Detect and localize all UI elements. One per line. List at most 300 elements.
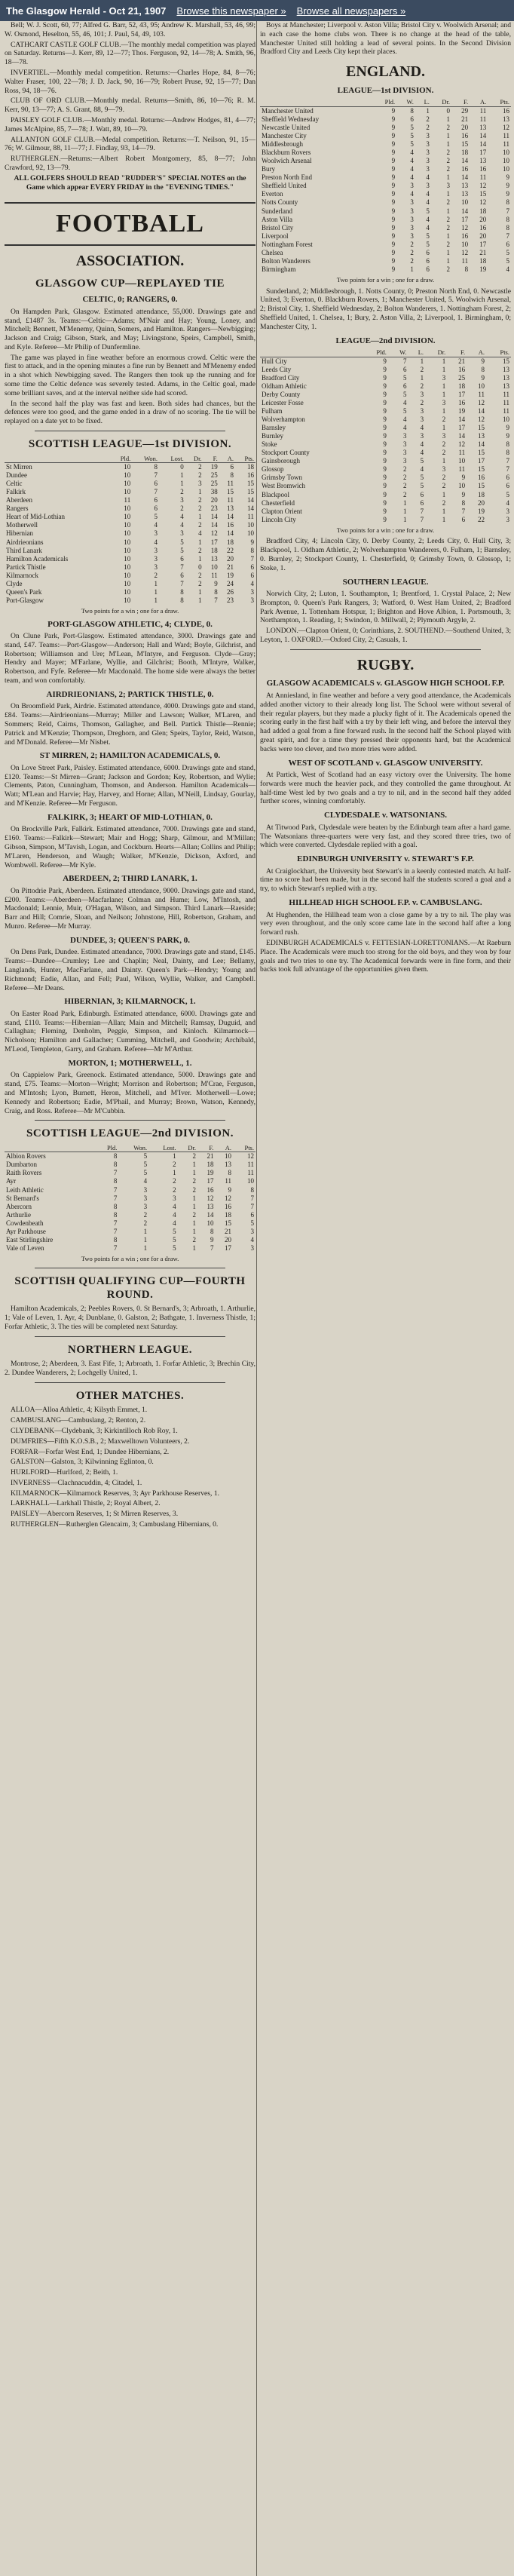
english-league-2-cell: 6 (506, 482, 509, 490)
scottish-league-1-cell: 10 (124, 571, 131, 579)
english-league-1-cell: 1 (446, 232, 451, 240)
golf-result-paragraph: RUTHERGLEN.—Returns:—Albert Robert Montgomery, 85, 8—77; John Crawford, 92, 13—79. (5, 155, 255, 172)
english-league-2-cell: Gainsborough (262, 457, 300, 465)
english-league-1-cell: 5 (426, 240, 430, 248)
scottish-league-1-row (5, 462, 255, 471)
english-league-1-row (260, 265, 511, 274)
match-report-body: On Brockville Park, Falkirk. Estimated attendance, 7000. Drawings gate and stand, £160. Teams:—Falkirk—Stewart; Mair and Hogg; Sharp, Gilmour, and M'Millan; Gibson, Simpson, M'Tavish, Logan, and Cockburn. Hearts—Allan; Collins and Philip; M'Laren, Henderson, and Waugh; Walker, M'Kenzie, Dickson, Axford, and Wombwell. Referee—Mr Kyle. (5, 825, 255, 869)
scottish-league-2-cell: 9 (228, 1185, 232, 1194)
english-league-1-cell: Liverpool (262, 232, 289, 240)
english-league-2-cell: 18 (458, 382, 466, 390)
scottish-league-1-cell: 3 (198, 480, 202, 488)
english-league-2-cell: 3 (442, 432, 446, 440)
english-league-2-cell: 1 (442, 457, 446, 465)
scottish-league-2-row (5, 1228, 255, 1236)
scottish-league-1-header-cell: Pts. (235, 455, 255, 463)
english-league-2-row (260, 424, 511, 432)
scottish-league-1-cell: 6 (154, 480, 158, 488)
english-league-2-cell: 2 (442, 482, 446, 490)
scottish-league-1-cell: 7 (154, 488, 158, 496)
rugby-report-title: GLASGOW ACADEMICALS v. GLASGOW HIGH SCHOOL F.P. (266, 679, 505, 688)
english-league-1-row (260, 190, 511, 198)
scottish-league-2-cell: 21 (207, 1152, 214, 1161)
match-report-body: On Dens Park, Dundee. Estimated attendance, 7000. Drawings gate and stand, £145. Teams:—Dundee—Crumley; Lee and Chaplin; Neal, Dainty, and Lee; Bellamy, Langlands, Hunter, MacFarlane, and Dainty. Queen's Park—Hendry; Young and Richmond; Eadie, Allan, and Fell; Paul, Wilson, Wyllie, Walker, and Campbell. Referee—Mr Deans. (5, 948, 255, 992)
english-league-1-cell: 8 (506, 215, 509, 223)
english-league-2-cell: 2 (403, 482, 407, 490)
english-league-1-cell: 9 (506, 173, 509, 182)
english-league-2-header-cell: L. (408, 348, 426, 357)
scottish-league-1-cell: 8 (180, 587, 184, 596)
english-league-1-cell: 19 (479, 265, 487, 273)
english-league-1-cell: 17 (479, 149, 487, 157)
english-league-1-row (260, 216, 511, 224)
english-league-1-cell: 20 (461, 123, 469, 131)
cup-report-paragraph: The game was played in fine weather before an enormous crowd. Celtic were the first to attack, and in the opening minutes a fine run by Bennett and M'Menemy ended in a shot which Newbigging saved. The Rangers then took up the running and for some time the Celtic defence was severely tested. Adams, in the Celtic goal, made some brilliant saves, and at the interval neither side had scored. (5, 353, 255, 397)
english-league-1-cell: Sunderland (262, 207, 292, 215)
scottish-league-1-cell: 8 (230, 471, 234, 480)
scottish-league-2-cell: St Bernard's (6, 1194, 39, 1202)
english-league-1-cell: Notts County (262, 198, 298, 207)
scottish-league-1-heading: SCOTTISH LEAGUE—1st DIVISION. (28, 438, 232, 451)
scottish-league-2-cell: 5 (143, 1169, 148, 1177)
english-league-1-cell: 6 (426, 248, 430, 256)
english-league-1-cell: 2 (446, 157, 451, 165)
english-league-1-cell: 9 (391, 123, 396, 131)
english-league-2-cell: 2 (442, 415, 446, 423)
scottish-league-1-cell: St Mirren (6, 462, 32, 471)
english-league-2-cell: 10 (458, 482, 466, 490)
english-league-1-row (260, 198, 511, 207)
english-league-1-cell: 13 (461, 190, 469, 198)
scottish-league-1-cell: 10 (124, 529, 131, 538)
southern-league-heading: SOUTHERN LEAGUE. (342, 577, 429, 587)
scottish-league-2-cell: Leith Athletic (6, 1185, 44, 1194)
scottish-league-1-cell: 6 (230, 462, 234, 471)
scottish-league-1-cell: 18 (247, 462, 254, 471)
english-league-2-cell: 3 (403, 432, 407, 440)
english-league-2-cell: Barnsley (262, 424, 286, 432)
scottish-league-1-row (5, 563, 255, 572)
english-league-2-cell: 9 (383, 390, 387, 398)
scottish-league-1-row (5, 572, 255, 580)
scottish-league-1-cell: 10 (124, 579, 131, 587)
english-league-1-cell: 13 (479, 123, 487, 131)
scottish-league-1-cell: 10 (124, 521, 131, 529)
scottish-league-1-cell: 25 (210, 480, 218, 488)
english-league-1-cell: 12 (479, 182, 487, 190)
scottish-league-1-cell: 2 (198, 496, 202, 504)
english-league-1-cell: 11 (479, 173, 487, 182)
english-league-2-row (260, 374, 511, 382)
english-league-2-cell: 15 (503, 357, 509, 365)
other-match-line: KILMARNOCK—Kilmarnock Reserves, 3; Ayr Parkhouse Reserves, 1. (11, 1489, 220, 1498)
scottish-league-2-cell: 11 (247, 1169, 254, 1177)
english-league-1-cell: 9 (391, 215, 396, 223)
english-league-2-header-cell (260, 348, 362, 357)
scottish-league-1-cell: 10 (124, 462, 131, 471)
english-league-1-cell: Aston Villa (262, 215, 293, 223)
scottish-league-2-cell: Cowdenbeath (6, 1219, 44, 1227)
english-league-2-cell: 15 (478, 424, 485, 432)
english-league-1-heading: LEAGUE—1st DIVISION. (337, 85, 434, 95)
scottish-league-1-row (5, 480, 255, 488)
english-league-2-cell: 2 (420, 365, 424, 373)
english-league-2-row (260, 499, 511, 508)
english-league-1-cell: 3 (410, 198, 414, 207)
english-league-2-cell: 17 (458, 390, 466, 398)
scottish-league-2-row (5, 1152, 255, 1161)
scottish-league-1-row (5, 538, 255, 547)
scottish-league-2-cell: Ayr Parkhouse (6, 1227, 46, 1235)
english-league-2-row (260, 491, 511, 499)
english-league-2-cell: 9 (383, 449, 387, 457)
english-league-2-cell: 9 (506, 424, 509, 432)
scottish-league-1-cell: 10 (124, 554, 131, 563)
scottish-league-1-row (5, 529, 255, 538)
scottish-league-1-row (5, 496, 255, 504)
english-league-2-cell: 3 (442, 398, 446, 406)
scottish-league-2-header-cell: Pts. (233, 1144, 255, 1152)
scottish-league-1-cell: Hibernian (6, 529, 33, 538)
other-match-line: LARKHALL—Larkhall Thistle, 2; Royal Albert, 2. (11, 1499, 161, 1508)
english-league-2-cell: Wolverhampton (262, 415, 305, 423)
match-report-title: PORT-GLASGOW ATHLETIC, 4; CLYDE, 0. (47, 619, 213, 629)
scottish-league-1-cell: 10 (124, 480, 131, 488)
scottish-league-2-note: Two points for a win ; one for a draw. (81, 1255, 179, 1263)
scottish-league-2-cell: 2 (192, 1210, 197, 1219)
english-league-2-row (260, 399, 511, 407)
scottish-league-2-cell: 8 (113, 1152, 118, 1161)
english-league-2-cell: 6 (403, 382, 407, 390)
scottish-league-2-header-cell: Dr. (178, 1144, 197, 1152)
english-league-2-cell: 4 (403, 424, 407, 432)
english-league-2-row (260, 482, 511, 490)
english-league-2-row (260, 516, 511, 524)
english-league-2-row (260, 457, 511, 465)
scottish-league-1-cell: Port-Glasgow (6, 596, 44, 604)
scottish-league-2-row (5, 1186, 255, 1194)
english-league-2-cell: 4 (420, 449, 424, 457)
english-league-1-cell: 15 (479, 190, 487, 198)
english-league-2-cell: 9 (383, 382, 387, 390)
scottish-league-2-cell: 1 (192, 1169, 197, 1177)
section-rule (35, 1336, 225, 1337)
scottish-league-2-cell: 3 (143, 1194, 148, 1202)
browse-all-newspapers-link[interactable]: Browse all newspapers » (296, 5, 406, 17)
scottish-league-1-cell: 4 (198, 529, 202, 538)
english-league-1-cell: 14 (479, 131, 487, 140)
scottish-league-1-cell: 4 (154, 521, 158, 529)
scottish-league-1-cell: 23 (226, 596, 234, 604)
english-league-1-cell: 2 (446, 123, 451, 131)
english-league-1-cell: 1 (446, 190, 451, 198)
scottish-league-1-cell: 14 (247, 496, 254, 504)
scottish-league-2-table (5, 1144, 255, 1253)
scottish-league-2-cell: 3 (250, 1227, 254, 1235)
english-league-1-row (260, 182, 511, 190)
scottish-league-1-cell: 9 (214, 579, 218, 587)
english-league-1-cell: 16 (503, 106, 509, 115)
right-column (260, 21, 511, 2576)
scottish-league-1-cell: 11 (227, 496, 234, 504)
english-league-1-row (260, 165, 511, 173)
english-league-1-cell: 2 (446, 149, 451, 157)
english-league-2-cell: 1 (442, 515, 446, 523)
english-league-2-cell: 1 (403, 498, 407, 507)
english-league-2-cell: Leicester Fosse (262, 398, 304, 406)
english-league-1-cell: 4 (410, 173, 414, 182)
english-league-1-cell: 10 (461, 240, 469, 248)
english-league-2-cell: 17 (478, 457, 485, 465)
english-league-1-cell: 2 (446, 198, 451, 207)
golf-result-paragraph: CATHCART CASTLE GOLF CLUB.—The monthly medal competition was played on Saturday. Returns—J. Kerr, 89, 12—77; Thos. Ferguson, 92, 14—78; A. Smith, 96, 18—78. (5, 40, 255, 67)
english-league-1-cell: 11 (503, 140, 509, 148)
english-league-1-cell: 2 (446, 165, 451, 173)
scottish-league-1-cell: 10 (247, 529, 254, 538)
scottish-league-2-cell: 13 (207, 1202, 214, 1210)
scottish-league-2-cell: 2 (143, 1210, 148, 1219)
english-league-1-cell: 18 (479, 207, 487, 215)
english-league-2-cell: 9 (383, 515, 387, 523)
scottish-league-2-cell: 10 (225, 1152, 232, 1161)
english-league-1-cell: 4 (410, 157, 414, 165)
english-league-1-cell: 2 (446, 265, 451, 273)
scottish-league-1-cell: 2 (198, 471, 202, 480)
english-league-2-heading: LEAGUE—2nd DIVISION. (335, 336, 436, 345)
english-league-1-cell: 2 (446, 223, 451, 232)
scottish-league-1-cell: 3 (154, 546, 158, 554)
english-league-1-cell: 13 (479, 157, 487, 165)
english-league-1-cell: 20 (479, 232, 487, 240)
scottish-league-1-cell: 11 (211, 571, 218, 579)
english-league-2-cell: 22 (478, 515, 485, 523)
english-league-2-cell: 2 (403, 465, 407, 474)
english-league-2-header-cell: F. (447, 348, 467, 357)
scottish-league-2-cell: 16 (207, 1185, 214, 1194)
english-league-1-header-cell: F. (451, 98, 470, 106)
scottish-league-1-cell: 10 (124, 488, 131, 496)
english-league-2-row (260, 382, 511, 391)
scottish-league-2-cell: 19 (207, 1169, 214, 1177)
english-league-1-cell: 9 (391, 131, 396, 140)
english-league-2-cell: Stockport County (262, 449, 310, 457)
scottish-league-1-cell: 1 (180, 471, 184, 480)
english-league-1-cell: 4 (426, 198, 430, 207)
english-league-1-header-cell: W. (396, 98, 415, 106)
scottish-league-2-cell: 1 (143, 1227, 148, 1235)
scottish-league-2-cell: 8 (228, 1169, 232, 1177)
scottish-league-1-cell: 23 (210, 504, 218, 513)
english-league-1-cell: 4 (426, 223, 430, 232)
english-league-1-cell: 9 (506, 182, 509, 190)
scottish-league-1-cell: 14 (247, 504, 254, 513)
english-league-1-cell: 10 (503, 165, 509, 173)
english-league-1-cell: 9 (391, 207, 396, 215)
scottish-league-1-cell: 10 (124, 513, 131, 521)
english-league-1-cell: 9 (391, 165, 396, 173)
scottish-league-2-cell: 8 (113, 1235, 118, 1244)
scottish-league-1-cell: 13 (210, 554, 218, 563)
scottish-league-1-cell: 11 (124, 496, 131, 504)
scottish-league-2-cell: 1 (192, 1194, 197, 1202)
english-league-1-cell: 9 (391, 149, 396, 157)
english-league-1-row (260, 224, 511, 232)
english-league-1-cell: 2 (410, 240, 414, 248)
scottish-league-1-cell: 8 (180, 596, 184, 604)
english-league-2-cell: 9 (383, 398, 387, 406)
scottish-league-1-row (5, 521, 255, 529)
england-heading: ENGLAND. (345, 63, 425, 81)
english-league-1-cell: 18 (461, 149, 469, 157)
english-league-2-header-cell: Pts. (486, 348, 511, 357)
scottish-league-1-cell: 2 (180, 488, 184, 496)
scottish-league-2-row (5, 1194, 255, 1203)
scottish-league-1-cell: 2 (198, 521, 202, 529)
scottish-league-1-cell: 5 (180, 546, 184, 554)
english-league-1-cell: Woolwich Arsenal (262, 157, 312, 165)
scottish-league-2-cell: 2 (192, 1177, 197, 1185)
scottish-league-1-row (5, 513, 255, 521)
scottish-league-2-cell: 17 (207, 1177, 214, 1185)
english-league-1-header-cell: L. (415, 98, 431, 106)
scottish-league-1-cell: 8 (154, 462, 158, 471)
scottish-league-2-cell: 3 (250, 1244, 254, 1252)
scottish-league-2-cell: 2 (173, 1177, 176, 1185)
scottish-league-2-cell: 12 (207, 1194, 214, 1202)
scottish-league-2-row (5, 1236, 255, 1244)
scottish-league-2-cell: 5 (173, 1227, 176, 1235)
scottish-league-2-cell: 7 (113, 1194, 118, 1202)
english-league-2-cell: 5 (403, 406, 407, 415)
scottish-league-1-cell: Motherwell (6, 521, 38, 529)
english-league-1-cell: 9 (391, 115, 396, 123)
english-league-1-cell: 9 (391, 198, 396, 207)
english-league-2-cell: Burnley (262, 432, 283, 440)
scottish-league-2-cell: 13 (225, 1161, 232, 1169)
english-league-2-cell: 11 (458, 449, 466, 457)
english-league-1-cell: 4 (410, 149, 414, 157)
scottish-league-1-cell: 13 (226, 504, 234, 513)
english-league-2-note: Two points for a win ; one for a draw. (336, 526, 435, 534)
scottish-league-2-cell: 2 (192, 1185, 197, 1194)
scottish-league-1-cell: Airdrieonians (6, 538, 44, 546)
scottish-league-1-cell: 10 (210, 563, 218, 571)
english-league-2-cell: 21 (458, 357, 466, 365)
scottish-league-1-cell: 14 (210, 513, 218, 521)
scottish-league-1-header-cell: F. (203, 455, 219, 463)
english-league-2-cell: 2 (420, 382, 424, 390)
english-league-2-cell: Derby County (262, 390, 301, 398)
english-league-2-cell: 14 (458, 415, 466, 423)
scottish-league-2-cell: 2 (173, 1161, 176, 1169)
scottish-league-2-row (5, 1211, 255, 1219)
scottish-league-1-cell: 2 (154, 571, 158, 579)
scottish-league-2-cell: 2 (192, 1235, 197, 1244)
english-league-1-row (260, 149, 511, 157)
english-league-1-cell: 9 (391, 232, 396, 240)
english-league-2-header-cell: W. (388, 348, 408, 357)
english-league-2-cell: 16 (478, 474, 485, 482)
english-league-1-cell: 9 (391, 248, 396, 256)
english-league-1-header-cell (260, 98, 372, 106)
rugby-report-title: CLYDESDALE v. WATSONIANS. (323, 811, 448, 820)
english-league-1-cell: 2 (446, 215, 451, 223)
english-league-1-cell: 2 (446, 240, 451, 248)
scottish-league-1-cell: 17 (210, 538, 218, 546)
glasgow-cup-result: CELTIC, 0; RANGERS, 0. (82, 295, 178, 305)
scottish-league-2-row (5, 1169, 255, 1177)
scottish-league-2-cell: 4 (143, 1177, 148, 1185)
scottish-league-2-cell: 1 (173, 1152, 176, 1161)
scottish-league-1-cell: 7 (180, 563, 184, 571)
english-league-1-cell: 3 (426, 140, 430, 148)
scottish-league-1-cell: 15 (247, 488, 254, 496)
scottish-league-2-header-cell: Pld. (95, 1144, 119, 1152)
english-league-1-cell: Birmingham (262, 265, 296, 273)
english-league-1-cell: Manchester City (262, 131, 307, 140)
english-league-1-row (260, 132, 511, 140)
match-report-title: HIBERNIAN, 3; KILMARNOCK, 1. (64, 997, 196, 1007)
english-league-2-cell: 15 (478, 465, 485, 474)
scottish-league-1-cell: Aberdeen (6, 496, 32, 504)
scottish-league-1-header-cell: Lost. (159, 455, 185, 463)
english-league-1-cell: 6 (506, 240, 509, 248)
english-league-2-cell: 2 (442, 474, 446, 482)
match-report-body: On Broomfield Park, Airdrie. Estimated attendance, 4000. Drawings gate and stand, £84. Teams:—Airdrieonians—Murray; Miller and Lawson; Walker, M'Laren, and Sommers; Reid, Cairns, Thomson, Gallagher, and Bell. Partick Thistle—Rennie; Patrick and M'Kenzie; Thompson, Dreghorn, and Glen; Speirs, Taylor, Reid, Watson, and M'Donald. Referee—Mr Nisbet. (5, 702, 255, 747)
scottish-league-1-cell: 1 (154, 579, 158, 587)
english-league-2-header-cell: Dr. (425, 348, 447, 357)
scottish-league-2-header-row (5, 1144, 255, 1152)
english-league-1-header-row (260, 98, 511, 106)
other-match-line: GALSTON—Galston, 3; Kilwinning Eglinton, 0. (11, 1458, 154, 1467)
scottish-league-1-cell: 7 (250, 554, 254, 563)
english-league-2-cell: 4 (403, 415, 407, 423)
scottish-league-1-cell: 6 (180, 571, 184, 579)
english-league-2-cell: 1 (403, 515, 407, 523)
scottish-league-2-cell: 8 (113, 1177, 118, 1185)
scottish-league-2-cell: 4 (250, 1235, 254, 1244)
scottish-league-2-cell: 3 (143, 1185, 148, 1194)
scottish-league-1-cell: 1 (198, 513, 202, 521)
english-league-1-row (260, 207, 511, 216)
scottish-league-1-cell: 24 (226, 579, 234, 587)
english-league-1-cell: 12 (479, 198, 487, 207)
english-league-1-cell: 5 (410, 123, 414, 131)
english-league-1-cell: 7 (506, 232, 509, 240)
browse-newspaper-link[interactable]: Browse this newspaper » (176, 5, 286, 17)
scottish-league-1-cell: 10 (124, 563, 131, 571)
english-league-2-row (260, 416, 511, 424)
scottish-league-1-cell: 1 (154, 587, 158, 596)
scottish-league-1-row (5, 580, 255, 588)
scottish-league-2-cell: 5 (143, 1152, 148, 1161)
english-league-2-cell: 14 (478, 440, 485, 449)
english-league-1-cell: 16 (479, 165, 487, 173)
english-league-2-cell: 9 (481, 373, 485, 382)
english-league-1-header-cell: Dr. (431, 98, 451, 106)
english-league-2-cell: 10 (478, 382, 485, 390)
rugby-report-body: At Craiglockhart, the University beat Stewart's in a keenly contested match. At half-time no score had been made, but in the second half the students scored a goal and a try, to which Stewart's replied with a try. (260, 866, 511, 894)
english-league-2-cell: 13 (478, 432, 485, 440)
scottish-league-1-cell: 15 (247, 480, 254, 488)
scottish-league-1-cell: 16 (226, 521, 234, 529)
english-league-1-row (260, 124, 511, 132)
english-league-2-cell: 5 (403, 373, 407, 382)
english-league-2-cell: Grimsby Town (262, 474, 302, 482)
english-league-1-cell: 8 (506, 223, 509, 232)
scottish-league-2-cell: 3 (143, 1202, 148, 1210)
english-league-2-cell: 3 (420, 390, 424, 398)
